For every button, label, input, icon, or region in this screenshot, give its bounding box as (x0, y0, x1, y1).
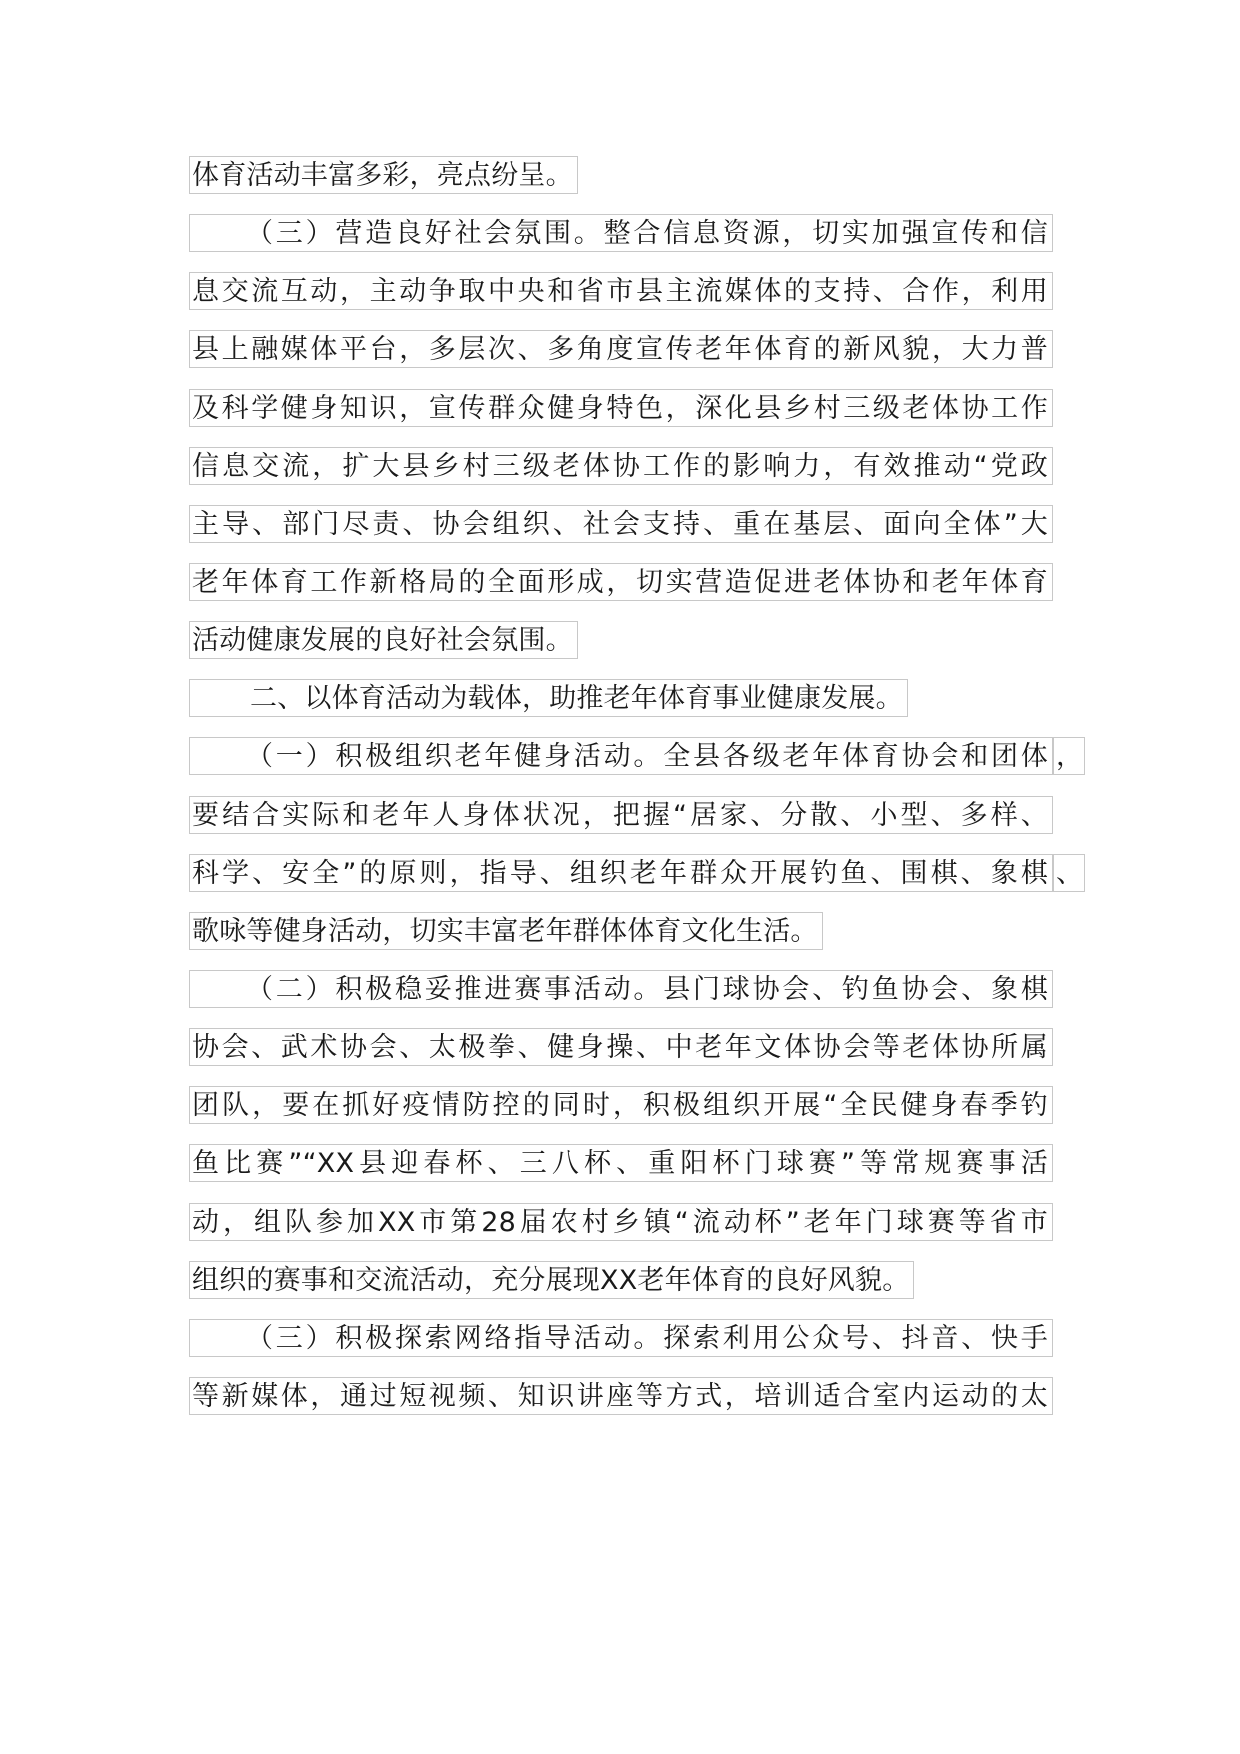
text-line: 信息交流，扩大县乡村三级老体协工作的影响力，有效推动“党政 (189, 447, 1053, 485)
text-line-tail: ， (1053, 737, 1085, 775)
text-line: 活动健康发展的良好社会氛围。 (189, 621, 578, 659)
text-line: 要结合实际和老年人身体状况，把握“居家、分散、小型、多样、 (189, 796, 1053, 834)
text-line: （三）积极探索网络指导活动。探索利用公众号、抖音、快手 (189, 1319, 1053, 1357)
text-line: 体育活动丰富多彩，亮点纷呈。 (189, 156, 578, 194)
text-line: 老年体育工作新格局的全面形成，切实营造促进老体协和老年体育 (189, 563, 1053, 601)
text-line: （三）营造良好社会氛围。整合信息资源，切实加强宣传和信 (189, 214, 1053, 252)
text-line: 及科学健身知识，宣传群众健身特色，深化县乡村三级老体协工作 (189, 389, 1053, 427)
text-line-tail: 、 (1053, 854, 1085, 892)
section-heading: 二、以体育活动为载体，助推老年体育事业健康发展。 (189, 679, 908, 717)
text-line: 主导、部门尽责、协会组织、社会支持、重在基层、面向全体”大 (189, 505, 1053, 543)
text-line: 息交流互动，主动争取中央和省市县主流媒体的支持、合作，利用 (189, 272, 1053, 310)
text-line: 县上融媒体平台，多层次、多角度宣传老年体育的新风貌，大力普 (189, 330, 1053, 368)
text-line: （二）积极稳妥推进赛事活动。县门球协会、钓鱼协会、象棋 (189, 970, 1053, 1008)
text-line: 科学、安全”的原则，指导、组织老年群众开展钓鱼、围棋、象棋 (189, 854, 1053, 892)
text-line: 鱼比赛”“XX县迎春杯、三八杯、重阳杯门球赛”等常规赛事活 (189, 1144, 1053, 1182)
text-line: 动，组队参加XX市第28届农村乡镇“流动杯”老年门球赛等省市 (189, 1203, 1053, 1241)
text-line: （一）积极组织老年健身活动。全县各级老年体育协会和团体 (189, 737, 1053, 775)
text-line: 等新媒体，通过短视频、知识讲座等方式，培训适合室内运动的太 (189, 1377, 1053, 1415)
text-line: 协会、武术协会、太极拳、健身操、中老年文体协会等老体协所属 (189, 1028, 1053, 1066)
text-line: 歌咏等健身活动，切实丰富老年群体体育文化生活。 (189, 912, 823, 950)
text-line: 团队，要在抓好疫情防控的同时，积极组织开展“全民健身春季钓 (189, 1086, 1053, 1124)
text-line: 组织的赛事和交流活动，充分展现XX老年体育的良好风貌。 (189, 1261, 914, 1299)
